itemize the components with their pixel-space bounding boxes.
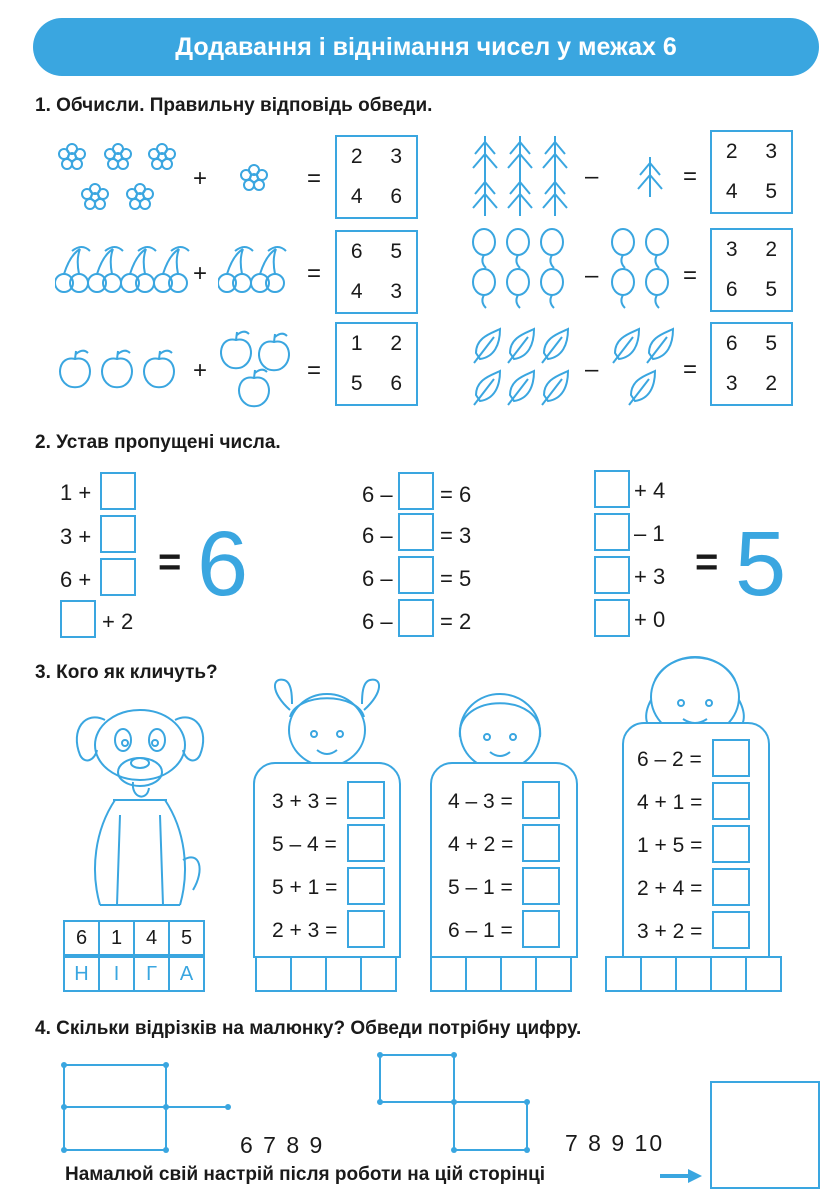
choice[interactable]: 6 — [725, 332, 738, 355]
name-cell[interactable] — [360, 956, 397, 992]
answer-box[interactable] — [398, 599, 434, 637]
mood-drawing-box[interactable] — [710, 1081, 820, 1189]
choice[interactable]: 3 — [390, 145, 403, 168]
card-equation: 5 + 1 = — [272, 876, 338, 899]
page-title-banner — [33, 18, 819, 76]
segments-figure-1 — [58, 1055, 238, 1160]
answer-box[interactable] — [594, 556, 630, 594]
choice[interactable]: 6 — [390, 372, 403, 395]
task1-heading: 1. Обчисли. Правильну відповідь обведи. — [35, 95, 433, 116]
answer-box[interactable] — [398, 556, 434, 594]
dog-icon — [65, 700, 215, 920]
dog-number-row — [63, 920, 203, 956]
op-equals: = — [307, 165, 322, 192]
choice-box-6[interactable] — [710, 322, 793, 406]
equals-sign: = — [158, 540, 182, 584]
task4-heading: 4. Скільки відрізків на малюнку? Обведи потрібну цифру. — [35, 1018, 582, 1039]
op-equals: = — [683, 262, 698, 289]
name-cell[interactable] — [675, 956, 712, 992]
choice-box-5[interactable] — [710, 228, 793, 312]
number-cell: 6 — [63, 920, 100, 956]
letter-cell: Н — [63, 956, 100, 992]
op-minus: – — [585, 356, 599, 383]
choice[interactable]: 5 — [765, 332, 778, 355]
choice[interactable]: 3 — [765, 140, 778, 163]
choice-box-2[interactable] — [335, 230, 418, 314]
tree-icon-group — [465, 130, 575, 220]
choice-box-1[interactable] — [335, 135, 418, 219]
letter-cell: І — [98, 956, 135, 992]
flower-icon — [232, 158, 277, 198]
choice[interactable]: 6 — [350, 240, 363, 263]
answer-box[interactable] — [522, 910, 560, 948]
card-equation: 5 – 4 = — [272, 833, 337, 856]
apple-icon-group-right — [212, 328, 297, 413]
name-cell[interactable] — [255, 956, 292, 992]
name-cell[interactable] — [745, 956, 782, 992]
equation-text: 6 + — [60, 567, 92, 592]
equation-text: 6 – — [362, 566, 393, 591]
answer-box[interactable] — [347, 781, 385, 819]
choice-box-4[interactable] — [710, 130, 793, 214]
equation-text: + 0 — [634, 607, 666, 632]
answer-box[interactable] — [100, 558, 136, 596]
card-equation: 3 + 2 = — [637, 920, 703, 943]
choice[interactable]: 5 — [765, 180, 778, 203]
equation-text: 6 – — [362, 523, 393, 548]
equation-text: + 2 — [102, 609, 134, 634]
answer-box[interactable] — [522, 824, 560, 862]
apple-icon-group — [55, 345, 185, 395]
name-cell[interactable] — [605, 956, 642, 992]
equation-text: 6 – — [362, 609, 393, 634]
equation-text: 6 – — [362, 482, 393, 507]
number-cell: 4 — [133, 920, 170, 956]
op-plus: + — [193, 260, 208, 287]
op-minus: – — [585, 262, 599, 289]
letter-cell: А — [168, 956, 205, 992]
choice[interactable]: 3 — [390, 280, 403, 303]
answer-box[interactable] — [347, 824, 385, 862]
number-cell: 1 — [98, 920, 135, 956]
answer-box[interactable] — [712, 739, 750, 777]
result-number: 5 — [735, 513, 787, 615]
choice[interactable]: 1 — [350, 332, 363, 355]
answer-box[interactable] — [594, 513, 630, 551]
name-cell[interactable] — [325, 956, 362, 992]
equation-text: = 6 — [440, 482, 472, 507]
arrow-right-icon — [658, 1166, 704, 1186]
task3-heading: 3. Кого як кличуть? — [35, 662, 218, 683]
card-equation: 4 – 3 = — [448, 790, 513, 813]
answer-box[interactable] — [712, 868, 750, 906]
card-equation: 6 – 1 = — [448, 919, 513, 942]
balloon-icon-group — [468, 228, 578, 313]
answer-box[interactable] — [347, 910, 385, 948]
op-equals: = — [683, 163, 698, 190]
flower-icon-group — [50, 135, 185, 220]
answer-box[interactable] — [398, 472, 434, 510]
child-bob-icon — [445, 682, 555, 772]
card-equation: 4 + 2 = — [448, 833, 514, 856]
name-cell[interactable] — [290, 956, 327, 992]
leaf-icon-group-right — [605, 325, 680, 410]
name-cells-3 — [605, 956, 780, 992]
choice[interactable]: 4 — [725, 180, 738, 203]
segments-figure-2 — [372, 1050, 542, 1160]
name-cells-1 — [255, 956, 395, 992]
choice[interactable]: 2 — [765, 372, 778, 395]
mood-instruction: Намалюй свій настрій після роботи на цій сторінці — [65, 1164, 546, 1185]
cherry-icon-group — [55, 245, 195, 300]
name-cells-2 — [430, 956, 570, 992]
card-equation: 3 + 3 = — [272, 790, 338, 813]
op-plus: + — [193, 357, 208, 384]
answer-options-2[interactable]: 7 8 9 10 — [565, 1130, 665, 1156]
op-plus: + — [193, 165, 208, 192]
choice[interactable]: 5 — [390, 240, 403, 263]
equation-text: 1 + — [60, 480, 92, 505]
equation-text: 3 + — [60, 524, 92, 549]
choice[interactable]: 6 — [390, 185, 403, 208]
answer-box[interactable] — [398, 513, 434, 551]
answer-box[interactable] — [100, 472, 136, 510]
leaf-icon-group — [468, 325, 578, 410]
equation-text: = 2 — [440, 609, 472, 634]
number-cell: 5 — [168, 920, 205, 956]
choice[interactable]: 4 — [350, 280, 363, 303]
name-cell[interactable] — [500, 956, 537, 992]
answer-box[interactable] — [594, 470, 630, 508]
choice-box-3[interactable] — [335, 322, 418, 406]
card-equation: 6 – 2 = — [637, 748, 702, 771]
choice[interactable]: 2 — [350, 145, 363, 168]
op-equals: = — [683, 356, 698, 383]
equals-sign: = — [695, 540, 719, 584]
answer-box[interactable] — [712, 911, 750, 949]
card-equation: 2 + 3 = — [272, 919, 338, 942]
answer-box[interactable] — [522, 781, 560, 819]
cherry-icon-group-right — [218, 245, 288, 300]
equation-text: + 4 — [634, 478, 666, 503]
page-title: Додавання і віднімання чисел у межах 6 — [175, 32, 677, 61]
answer-box[interactable] — [522, 867, 560, 905]
card-equation: 4 + 1 = — [637, 791, 703, 814]
answer-box[interactable] — [60, 600, 96, 638]
choice[interactable]: 2 — [390, 332, 403, 355]
name-cell[interactable] — [535, 956, 572, 992]
equation-text: = 3 — [440, 523, 472, 548]
name-cell[interactable] — [710, 956, 747, 992]
choice[interactable]: 6 — [725, 278, 738, 301]
choice[interactable]: 5 — [765, 278, 778, 301]
balloon-icon-group-right — [605, 228, 680, 313]
answer-box[interactable] — [347, 867, 385, 905]
name-cell[interactable] — [430, 956, 467, 992]
choice[interactable]: 5 — [350, 372, 363, 395]
op-minus: – — [585, 163, 599, 190]
tree-icon — [630, 155, 670, 200]
card-equation: 2 + 4 = — [637, 877, 703, 900]
choice[interactable]: 3 — [725, 372, 738, 395]
result-number: 6 — [197, 513, 249, 615]
equation-text: + 3 — [634, 564, 666, 589]
op-equals: = — [307, 260, 322, 287]
equation-text: = 5 — [440, 566, 472, 591]
answer-options-1[interactable]: 6 7 8 9 — [240, 1132, 325, 1158]
answer-box[interactable] — [100, 515, 136, 553]
answer-box[interactable] — [712, 825, 750, 863]
card-equation: 5 – 1 = — [448, 876, 513, 899]
choice[interactable]: 4 — [350, 185, 363, 208]
girl-pigtails-icon — [262, 672, 392, 772]
letter-cell: Г — [133, 956, 170, 992]
equation-text: – 1 — [634, 521, 665, 546]
task2-heading: 2. Устав пропущені числа. — [35, 432, 281, 453]
answer-box[interactable] — [712, 782, 750, 820]
choice[interactable]: 2 — [725, 140, 738, 163]
card-equation: 1 + 5 = — [637, 834, 703, 857]
dog-letter-row — [63, 956, 203, 992]
choice[interactable]: 3 — [725, 238, 738, 261]
name-cell[interactable] — [640, 956, 677, 992]
choice[interactable]: 2 — [765, 238, 778, 261]
answer-box[interactable] — [594, 599, 630, 637]
op-equals: = — [307, 357, 322, 384]
name-cell[interactable] — [465, 956, 502, 992]
